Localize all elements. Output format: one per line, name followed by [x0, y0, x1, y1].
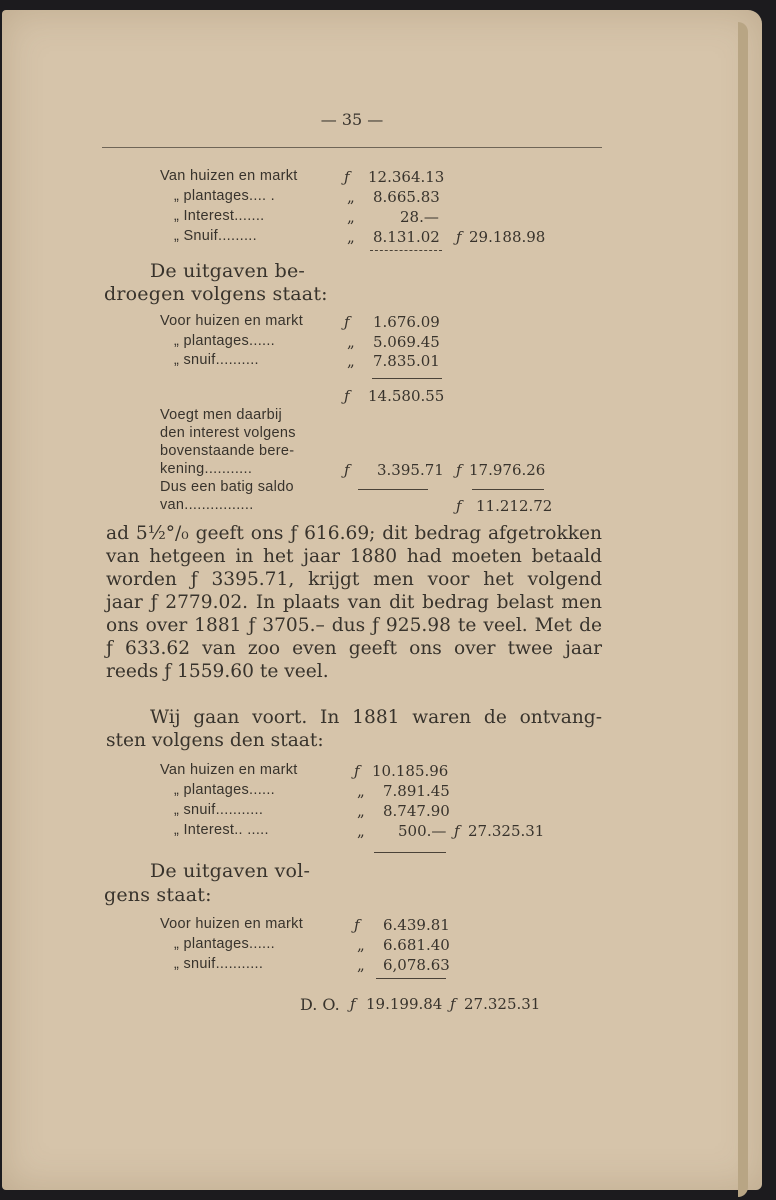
sum-rule — [372, 378, 442, 379]
text-line: reeds ƒ 1559.60 te veel. — [106, 661, 329, 682]
currency-mark: ƒ — [350, 995, 356, 1013]
currency-mark: ƒ — [344, 313, 350, 331]
currency-mark: ƒ — [456, 497, 462, 515]
row-label: „ snuif........... — [174, 802, 264, 818]
text-line: jaar ƒ 2779.02. In plaats van dit bedrag belast men — [106, 592, 602, 613]
receipts-total: 29.188.98 — [469, 228, 546, 246]
expenses-total: 17.976.26 — [469, 461, 546, 479]
currency-mark: ƒ — [354, 762, 360, 780]
sum-rule — [358, 489, 428, 490]
ditto-mark: „ — [357, 936, 365, 954]
page-number: — 35 — — [320, 110, 384, 129]
ditto-mark: „ — [357, 956, 365, 974]
book-page — [2, 10, 762, 1190]
currency-mark: ƒ — [344, 387, 350, 405]
sum-rule — [472, 489, 544, 490]
row-label: „ plantages.... . — [174, 188, 276, 204]
row-value: 8.131.02 — [373, 228, 440, 246]
header-rule — [102, 147, 602, 148]
expenses-heading: De uitgaven vol- — [150, 860, 311, 882]
row-value: 6.681.40 — [383, 936, 450, 954]
add-interest-text: bovenstaande bere- — [160, 443, 295, 459]
currency-mark: ƒ — [354, 916, 360, 934]
currency-mark: ƒ — [344, 168, 350, 186]
expenses-total: 19.199.84 — [366, 995, 443, 1013]
ditto-mark: „ — [347, 228, 355, 246]
currency-mark: ƒ — [456, 461, 462, 479]
page-edge — [738, 22, 748, 1197]
ditto-mark: „ — [357, 822, 365, 840]
text-line: ons over 1881 ƒ 3705.– dus ƒ 925.98 te veel. Met de — [106, 615, 602, 636]
expenses-heading: gens staat: — [104, 884, 212, 906]
expenses-heading: De uitgaven be- — [150, 260, 306, 282]
row-label: „ Interest.. ..... — [174, 822, 269, 838]
add-interest-text: Voegt men daarbij — [160, 407, 282, 423]
row-label: Van huizen en markt — [160, 762, 298, 778]
ditto-mark: „ — [357, 802, 365, 820]
row-value: 6.439.81 — [383, 916, 450, 934]
row-value: 500.— — [398, 822, 447, 840]
row-label: „ plantages...... — [174, 333, 276, 349]
currency-mark: ƒ — [454, 822, 460, 840]
do-label: D. O. — [300, 995, 340, 1014]
row-value: 12.364.13 — [368, 168, 445, 186]
ditto-mark: „ — [347, 208, 355, 226]
row-label: „ snuif........... — [174, 956, 264, 972]
row-label: Van huizen en markt — [160, 168, 298, 184]
row-value: 8.665.83 — [373, 188, 440, 206]
row-label: „ snuif.......... — [174, 352, 259, 368]
balance-value: 11.212.72 — [476, 497, 553, 515]
currency-mark: ƒ — [344, 461, 350, 479]
row-value: 7.891.45 — [383, 782, 450, 800]
row-value: 1.676.09 — [373, 313, 440, 331]
row-value: 28.— — [400, 208, 439, 226]
ditto-mark: „ — [347, 352, 355, 370]
add-interest-text: den interest volgens — [160, 425, 296, 441]
interest-value: 3.395.71 — [377, 461, 444, 479]
row-value: 10.185.96 — [372, 762, 449, 780]
add-interest-text: kening........... — [160, 461, 253, 477]
row-label: „ Snuif......... — [174, 228, 257, 244]
text-line: ƒ 633.62 van zoo even geeft ons over twee jaar — [106, 638, 602, 659]
row-label: „ plantages...... — [174, 782, 276, 798]
currency-mark: ƒ — [450, 995, 456, 1013]
ditto-mark: „ — [357, 782, 365, 800]
balance-text: Dus een batig saldo — [160, 479, 294, 495]
row-value: 7.835.01 — [373, 352, 440, 370]
body-paragraph — [106, 522, 602, 683]
sum-rule — [370, 250, 442, 251]
text-line: ad 5½°/₀ geeft ons ƒ 616.69; dit bedrag afgetrokken — [106, 523, 602, 544]
ditto-mark: „ — [347, 188, 355, 206]
text-line: Wij gaan voort. In 1881 waren de ontvang- — [150, 707, 602, 728]
row-label: Voor huizen en markt — [160, 313, 304, 329]
text-line: van hetgeen in het jaar 1880 had moeten betaald — [106, 546, 602, 567]
row-value: 6,078.63 — [383, 956, 450, 974]
expenses-subtotal: 14.580.55 — [368, 387, 445, 405]
row-value: 8.747.90 — [383, 802, 450, 820]
row-value: 5.069.45 — [373, 333, 440, 351]
balance-text: van................ — [160, 497, 254, 513]
row-label: „ Interest....... — [174, 208, 265, 224]
row-label: „ plantages...... — [174, 936, 276, 952]
sum-rule — [376, 978, 446, 979]
expenses-heading: droegen volgens staat: — [104, 283, 328, 305]
grand-total: 27.325.31 — [464, 995, 541, 1013]
ditto-mark: „ — [347, 333, 355, 351]
row-label: Voor huizen en markt — [160, 916, 304, 932]
text-line: worden ƒ 3395.71, krijgt men voor het volgend — [106, 569, 602, 590]
sum-rule — [374, 852, 446, 853]
body-paragraph — [106, 706, 602, 752]
currency-mark: ƒ — [456, 228, 462, 246]
text-line: sten volgens den staat: — [106, 730, 324, 751]
receipts-total: 27.325.31 — [468, 822, 545, 840]
